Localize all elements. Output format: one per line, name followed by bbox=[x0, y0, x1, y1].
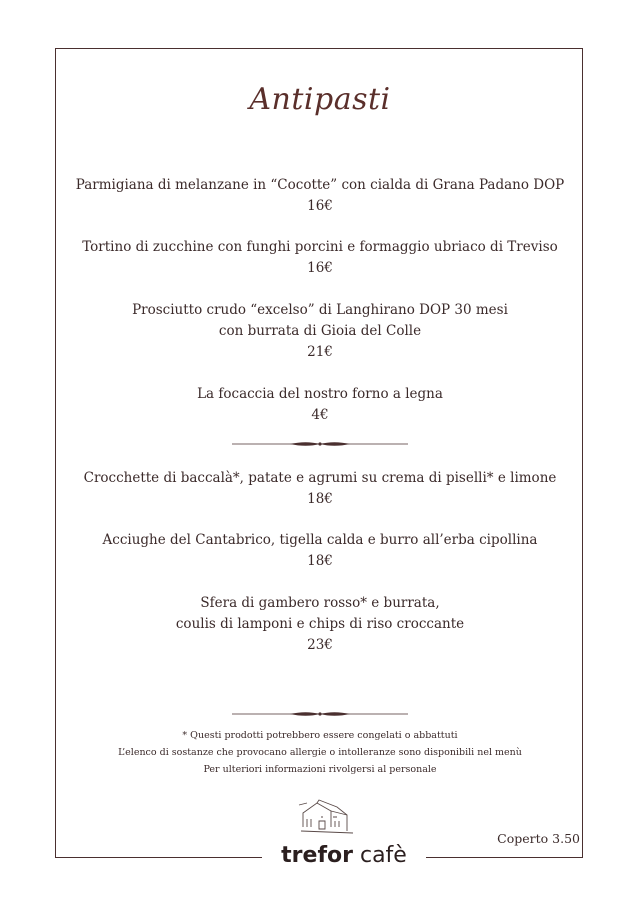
item-price: 21€ bbox=[307, 344, 333, 360]
item-price: 4€ bbox=[311, 407, 329, 423]
note-line: L’elenco di sostanze che provocano allergie o intolleranze sono disponibili nel menù bbox=[118, 747, 522, 758]
item-price: 18€ bbox=[307, 553, 333, 569]
logo-light: cafè bbox=[359, 843, 407, 868]
ornament-divider-icon bbox=[232, 440, 408, 448]
item-price: 18€ bbox=[307, 491, 333, 507]
menu-item bbox=[60, 384, 580, 426]
item-price: 16€ bbox=[307, 260, 333, 276]
menu-item bbox=[60, 530, 580, 572]
item-price: 23€ bbox=[307, 637, 333, 653]
menu-item bbox=[60, 468, 580, 510]
menu-item bbox=[60, 175, 580, 217]
item-name: Crocchette di baccalà*, patate e agrumi su crema di piselli* e limone bbox=[83, 470, 557, 486]
item-name: La focaccia del nostro forno a legna bbox=[197, 386, 443, 402]
house-sketch-icon bbox=[297, 797, 357, 837]
note-line: * Questi prodotti potrebbero essere congelati o abbattuti bbox=[182, 730, 458, 741]
menu-item bbox=[60, 593, 580, 656]
page-title: Antipasti bbox=[249, 82, 391, 117]
item-name: Parmigiana di melanzane in “Cocotte” con cialda di Grana Padano DOP bbox=[75, 177, 565, 193]
item-name-line2: con burrata di Gioia del Colle bbox=[218, 323, 422, 339]
item-name: Acciughe del Cantabrico, tigella calda e burro all’erba cipollina bbox=[102, 532, 538, 548]
menu-item bbox=[60, 300, 580, 363]
note-line: Per ulteriori informazioni rivolgersi al personale bbox=[203, 764, 437, 775]
item-name: Prosciutto crudo “excelso” di Langhirano DOP 30 mesi bbox=[132, 302, 508, 318]
allergen-notes bbox=[60, 727, 580, 778]
ornament-divider-icon bbox=[232, 710, 408, 718]
brand-logo bbox=[262, 843, 426, 868]
menu-item bbox=[60, 237, 580, 279]
item-name: Sfera di gambero rosso* e burrata, bbox=[200, 595, 440, 611]
logo-bold: trefor bbox=[281, 843, 353, 868]
item-name-line2: coulis di lamponi e chips di riso croccante bbox=[175, 616, 465, 632]
cover-charge: Coperto 3.50 bbox=[497, 831, 580, 846]
item-price: 16€ bbox=[307, 198, 333, 214]
item-name: Tortino di zucchine con funghi porcini e formaggio ubriaco di Treviso bbox=[82, 239, 558, 255]
